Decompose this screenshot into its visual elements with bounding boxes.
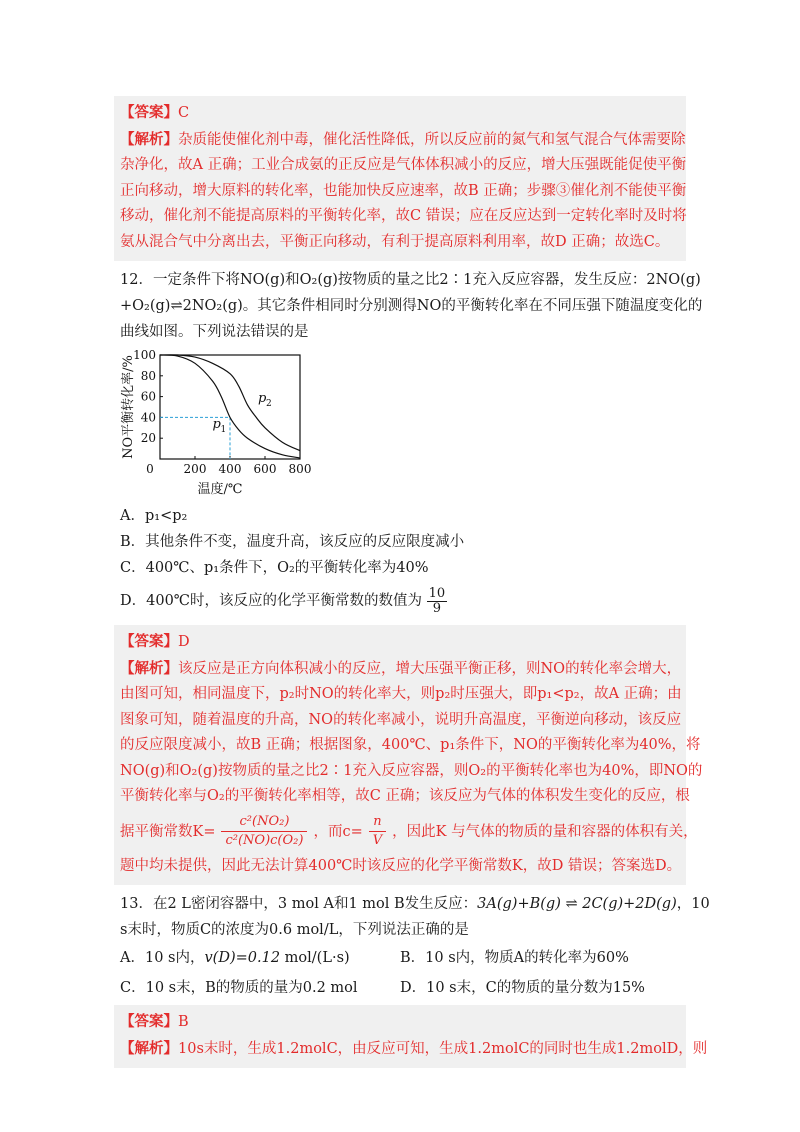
series-label-p1-sub: 1 (220, 424, 227, 435)
series-label-p2: p (258, 390, 267, 406)
conversion-chart-svg (120, 347, 320, 497)
y-tick-label: 80 (140, 368, 156, 383)
answer-value: C (178, 105, 190, 121)
analysis-line-1: 【解析】10s末时，生成1.2molC，由反应可知，生成1.2molC的同时也生成1.2molD，则 (120, 1039, 708, 1057)
question-12-line-3: 曲线如图。下列说法错误的是 (120, 324, 309, 340)
x-tick-label: 600 (253, 462, 277, 476)
option-a: A．p₁<p₂ (120, 508, 188, 524)
conversion-chart (120, 347, 320, 497)
question-13 (120, 891, 710, 943)
analysis-line-3: 正向移动，增大原料的转化率，也能加快反应速率，故B 正确；步骤③催化剂不能使平衡 (120, 182, 687, 199)
question-12-line-2: +O₂(g)⇌2NO₂(g)。其它条件相同时分别测得NO的平衡转化率在不同压强下随温度变化的 (120, 298, 703, 314)
analysis-line-6: 平衡转化率与O₂的平衡转化率相等，故C 正确；该反应为气体的体积发生变化的反应，根 (120, 788, 690, 804)
answer-line: 【答案】D (120, 633, 190, 650)
x-tick-label: 800 (288, 462, 312, 476)
document-page (120, 96, 710, 1068)
y-tick-label: 40 (140, 410, 156, 425)
analysis-line-2: 杂净化，故A 正确；工业合成氨的正反应是气体体积减小的反应，增大压强既能促使平衡 (120, 157, 687, 173)
analysis-line-k: 据平衡常数K= $\frac{\text{c²(NO₂)}}{\text{c²(NO)c(O₂)}}$ ，而c= $\frac{n}{V}$ ，因此K 与气体的物质的量和容器的体积有关， (120, 814, 698, 848)
y-tick-label: 20 (140, 431, 156, 446)
analysis-line-4: 移动，催化剂不能提高原料的平衡转化率，故C 错误；应在反应达到一定转化率时及时将 (120, 208, 687, 224)
x-tick-label: 0 (146, 462, 154, 476)
answer-line: 【答案】B (120, 1013, 189, 1030)
analysis-label: 【解析】 (120, 130, 178, 148)
question-13-line-1: 13．在2 L密闭容器中，3 mol A和1 mol B发生反应：3A(g)+B(g) ⇌ 2C(g)+2D(g)，10 (120, 896, 710, 912)
answer-block-11 (114, 96, 686, 261)
option-d: D．400℃时，该反应的化学平衡常数的数值为 $\frac{10}{9}$ (120, 585, 446, 616)
series-label-p1: p (212, 416, 221, 432)
y-tick-label: 60 (140, 389, 156, 404)
fraction-10-9: $\frac{10}{9}$ (428, 585, 446, 616)
option-a: A．10 s内，v(D)=0.12 mol/(L·s) (120, 950, 350, 966)
analysis-line-5: 氨从混合气中分离出去，平衡正向移动，有利于提高原料利用率，故D 正确；故选C。 (120, 233, 670, 250)
options-row-2 (120, 973, 680, 1003)
x-tick-label: 400 (218, 462, 242, 476)
answer-block-12 (114, 625, 703, 885)
option-c: C．10 s末，B的物质的量为0.2 mol (120, 980, 358, 996)
analysis-line-4: 的反应限度减小，故B 正确；根据图象，400℃、p₁条件下，NO的平衡转化率为40%，将 (120, 737, 701, 753)
y-axis-label: NO平衡转化率/% (121, 355, 136, 459)
k-fraction: $\frac{\text{c²(NO₂)}}{\text{c²(NO)c(O₂)}}$ (221, 813, 307, 850)
series-line-p2 (160, 355, 300, 451)
question-12 (120, 267, 703, 345)
x-tick-label: 200 (183, 462, 207, 476)
answer-block-13 (114, 1005, 708, 1068)
options-row-1 (120, 943, 680, 973)
analysis-line-3: 图象可知，随着温度的升高，NO的转化率减小，说明升高温度，平衡逆向移动，该反应 (120, 711, 682, 728)
analysis-line-1: 【解析】该反应是正方向体积减小的反应，增大压强平衡正移，则NO的转化率会增大， (120, 659, 682, 677)
x-axis-label: 温度/℃ (197, 482, 243, 497)
analysis-line-last: 题中均未提供，因此无法计算400℃时该反应的化学平衡常数K，故D 错误；答案选D。 (120, 857, 682, 874)
question-12-line-1: 12．一定条件下将NO(g)和O₂(g)按物质的量之比2∶1充入反应容器，发生反应：2NO(g) (120, 272, 701, 288)
series-label-p2-sub: 2 (266, 398, 272, 409)
answer-line (120, 100, 680, 127)
analysis-line-5: NO(g)和O₂(g)按物质的量之比2∶1充入反应容器，则O₂的平衡转化率也为40%，即NO的 (120, 762, 703, 779)
answer-label: 【答案】 (120, 104, 178, 121)
question-13-line-2: s末时，物质C的浓度为0.6 mol/L，下列说法正确的是 (120, 922, 469, 938)
analysis-line-2: 由图可知，相同温度下，p₂时NO的转化率大，则p₂时压强大，即p₁<p₂，故A 正确；由 (120, 686, 682, 702)
option-b: B．其他条件不变，温度升高，该反应的反应限度减小 (120, 534, 465, 550)
c-fraction: $\frac{n}{V}$ (369, 813, 386, 850)
option-d: D．10 s末，C的物质的量分数为15% (400, 980, 645, 996)
analysis-line-1: 【解析】杂质能使催化剂中毒，催化活性降低，所以反应前的氮气和氢气混合气体需要除 (120, 130, 686, 148)
option-b: B．10 s内，物质A的转化率为60% (400, 950, 629, 966)
reaction-equation: 3A(g)+B(g) ⇌ 2C(g)+2D(g) (477, 896, 677, 912)
y-tick-label: 100 (133, 348, 156, 362)
option-c: C．400℃、p₁条件下，O₂的平衡转化率为40% (120, 560, 429, 576)
